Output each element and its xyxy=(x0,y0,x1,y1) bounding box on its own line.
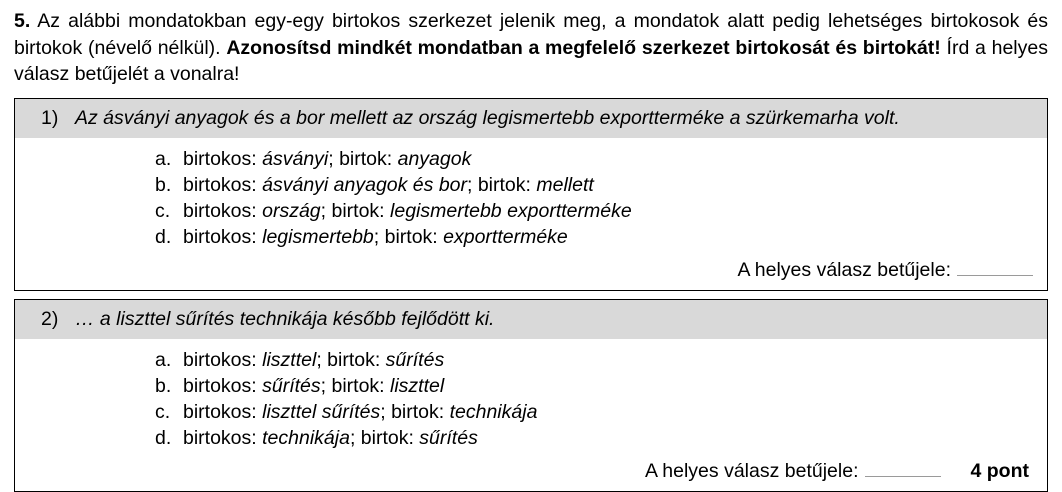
option-owner: liszttel xyxy=(262,348,317,371)
answer-line-2 xyxy=(15,454,1047,491)
option-owner: ország xyxy=(262,199,321,222)
option-item[interactable] xyxy=(15,426,1047,452)
option-mid: ; birtok: xyxy=(349,426,420,449)
option-letter: a. xyxy=(155,348,172,371)
option-letter: d. xyxy=(155,426,172,449)
option-mid: ; birtok: xyxy=(316,348,386,371)
exercise-instruction xyxy=(14,8,1048,88)
option-list-1 xyxy=(15,138,1047,253)
option-item[interactable] xyxy=(15,400,1047,426)
answer-line-1 xyxy=(15,253,1047,290)
answer-input-2[interactable] xyxy=(865,461,941,477)
option-owned: technikája xyxy=(449,400,538,423)
question-stem-2 xyxy=(15,300,1047,339)
option-letter: b. xyxy=(155,374,172,397)
option-prefix: birtokos: xyxy=(183,147,263,170)
option-prefix: birtokos: xyxy=(183,374,263,397)
option-letter: b. xyxy=(155,173,172,196)
option-text xyxy=(183,199,632,225)
option-mid: ; birtok: xyxy=(320,374,391,397)
answer-label: A helyes válasz betűjele: xyxy=(737,258,951,281)
option-list-2 xyxy=(15,339,1047,454)
option-prefix: birtokos: xyxy=(183,225,263,248)
question-stem-1 xyxy=(15,99,1047,138)
option-item[interactable] xyxy=(15,147,1047,173)
question-block-2 xyxy=(14,299,1048,492)
option-text xyxy=(183,426,478,452)
option-text xyxy=(183,400,537,426)
option-text xyxy=(183,173,594,199)
option-owned: anyagok xyxy=(397,147,472,170)
option-owner: sűrítés xyxy=(262,374,321,397)
option-mid: ; birtok: xyxy=(320,199,391,222)
question-sentence-1: Az ásványi anyagok és a bor mellett az ország legismertebb exportterméke a szürkemarha volt. xyxy=(75,106,900,129)
option-owner: ásványi anyagok és bor xyxy=(262,173,467,196)
option-prefix: birtokos: xyxy=(183,348,263,371)
option-text xyxy=(183,225,568,251)
option-owned: sűrítés xyxy=(385,348,445,371)
option-mid: ; birtok: xyxy=(467,173,537,196)
option-item[interactable] xyxy=(15,173,1047,199)
option-letter: a. xyxy=(155,147,172,170)
question-sentence-2: … a liszttel sűrítés technikája később fejlődött ki. xyxy=(75,307,495,330)
instruction-text-1: Az alábbi mondatokban egy-egy birtokos szerkezet jelenik meg, a mondatok alatt pedig lehetséges birtokosok és birtokok (névelő nélkül). xyxy=(14,10,1048,59)
option-item[interactable] xyxy=(15,225,1047,251)
option-prefix: birtokos: xyxy=(183,173,263,196)
option-letter: c. xyxy=(155,400,171,423)
option-owned: liszttel xyxy=(390,374,445,397)
option-owner: technikája xyxy=(262,426,350,449)
option-prefix: birtokos: xyxy=(183,199,263,222)
option-owner: legismertebb xyxy=(262,225,374,248)
question-number-2: 2) xyxy=(41,307,59,330)
option-owned: exportterméke xyxy=(443,225,568,248)
question-block-1 xyxy=(14,98,1048,291)
option-prefix: birtokos: xyxy=(183,426,263,449)
option-owned: legismertebb exportterméke xyxy=(390,199,632,222)
option-letter: c. xyxy=(155,199,171,222)
exercise-number: 5. xyxy=(14,10,31,32)
option-owner: liszttel sűrítés xyxy=(262,400,381,423)
option-mid: ; birtok: xyxy=(373,225,444,248)
option-owned: mellett xyxy=(536,173,594,196)
option-item[interactable] xyxy=(15,199,1047,225)
option-mid: ; birtok: xyxy=(380,400,450,423)
option-item[interactable] xyxy=(15,374,1047,400)
instruction-text-2: Írd a helyes válasz betűjelét a vonalra! xyxy=(14,36,1048,86)
answer-label: A helyes válasz betűjele: xyxy=(644,459,859,482)
option-letter: d. xyxy=(155,225,172,248)
option-prefix: birtokos: xyxy=(183,400,263,423)
question-number-1: 1) xyxy=(41,106,59,129)
option-item[interactable] xyxy=(15,348,1047,374)
points-label: 4 pont xyxy=(970,459,1029,482)
option-owner: ásványi xyxy=(262,147,329,170)
option-mid: ; birtok: xyxy=(328,147,398,170)
option-text xyxy=(183,147,471,173)
option-text xyxy=(183,374,444,400)
option-owned: sűrítés xyxy=(419,426,478,449)
instruction-text-bold: Azonosítsd mindkét mondatban a megfelelő szerkezet birtokosát és birtokát! xyxy=(226,36,941,59)
option-text xyxy=(183,348,444,374)
answer-input-1[interactable] xyxy=(957,260,1033,276)
